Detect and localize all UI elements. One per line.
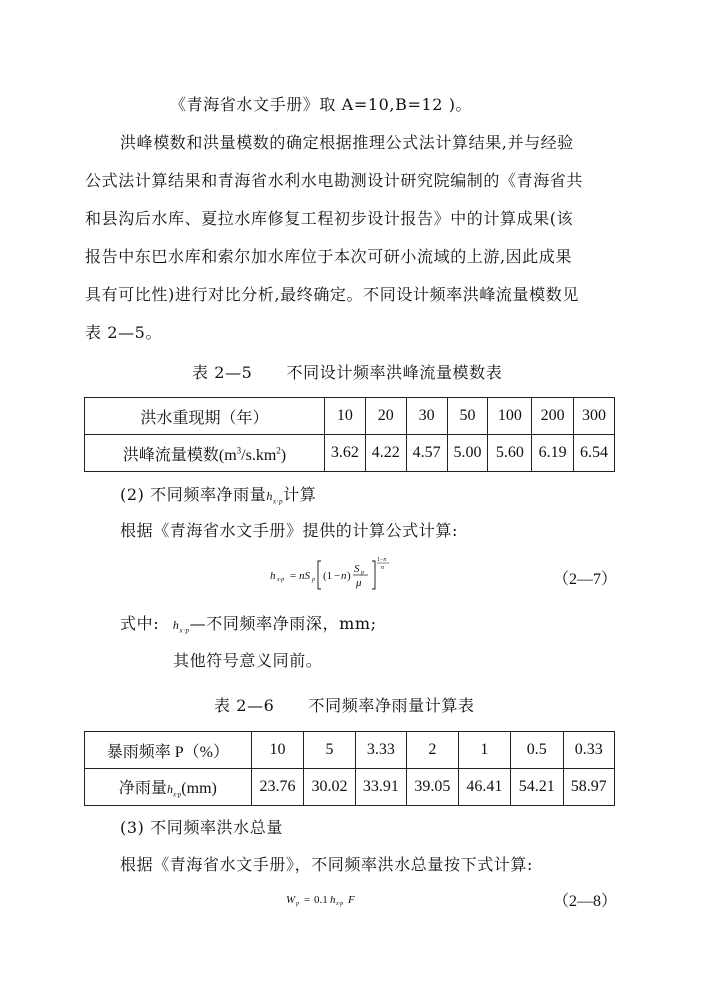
header-text: ) <box>280 446 287 464</box>
formula-2-8 <box>284 888 384 910</box>
table-caption: 表 2—6 不同频率净雨量计算表 <box>214 696 475 715</box>
table-header-cell <box>85 732 252 769</box>
table-cell: 54.21 <box>511 769 563 806</box>
table-cell: 200 <box>532 398 574 435</box>
table-cell: 46.41 <box>458 769 510 806</box>
svg-text:h: h <box>270 570 276 582</box>
svg-text:1−n: 1−n <box>377 557 387 563</box>
table-cell: 30.02 <box>304 769 355 806</box>
table-cell: 2 <box>407 732 458 769</box>
svg-text:F: F <box>348 894 355 906</box>
where-label: 式中: <box>120 614 160 633</box>
svg-text:x·p: x·p <box>336 901 344 907</box>
table-cell: 20 <box>365 398 406 435</box>
table-cell: 5.00 <box>447 435 488 472</box>
h-symbol: $h_{x\cdot p}$ <box>166 782 182 799</box>
table-header-cell <box>85 769 252 806</box>
table-cell: 3.62 <box>325 435 366 472</box>
svg-text:nS: nS <box>299 570 310 582</box>
paragraph-line: 具有可比性)进行对比分析,最终确定。不同设计频率洪峰流量模数见 <box>85 285 579 304</box>
table-cell: 6.19 <box>532 435 574 472</box>
heading-text: 计算 <box>283 485 317 504</box>
svg-text:p: p <box>361 570 364 576</box>
paragraph-line: 洪峰模数和洪量模数的确定根据推理公式法计算结果,并与经验 <box>120 133 574 152</box>
svg-text:h: h <box>330 894 336 906</box>
net-rainfall-table <box>84 731 615 806</box>
superscript: 2 <box>276 445 281 456</box>
table-cell: 30 <box>406 398 447 435</box>
table-row <box>85 435 615 472</box>
flood-modulus-table <box>84 397 615 472</box>
table-cell: 6.54 <box>574 435 615 472</box>
table-cell: 23.76 <box>251 769 303 806</box>
table-cell: 10 <box>325 398 366 435</box>
table-cell: 5.60 <box>488 435 532 472</box>
paragraph-line: 根据《青海省水文手册》，不同频率洪水总量按下式计算: <box>120 855 533 874</box>
svg-text:): ) <box>347 570 351 582</box>
h-symbol: $h_{x\cdot p}$ <box>266 489 284 506</box>
table-cell: 10 <box>251 732 303 769</box>
svg-text:n: n <box>381 565 384 571</box>
table-row <box>85 769 615 806</box>
equation-number: （2—7） <box>553 571 618 588</box>
formula-2-7 <box>268 552 418 596</box>
heading-text: (2) 不同频率净雨量 <box>120 485 267 504</box>
paragraph-line: 其他符号意义同前。 <box>173 651 323 670</box>
table-row <box>85 398 615 435</box>
h-symbol: $h_{x\cdot p}$ <box>172 618 190 635</box>
section-heading <box>120 482 316 505</box>
svg-text:p: p <box>312 577 315 583</box>
table-cell: 4.57 <box>406 435 447 472</box>
svg-text:p: p <box>296 901 299 907</box>
svg-text:=: = <box>290 570 297 582</box>
table-header-cell <box>85 398 325 435</box>
svg-text:−: − <box>334 570 341 582</box>
paragraph-line: 根据《青海省水文手册》提供的计算公式计算: <box>120 521 458 540</box>
paragraph-line: 表 2—5。 <box>85 323 163 342</box>
paragraph-line: 《青海省水文手册》取 A=10,B=12 )。 <box>170 95 473 114</box>
where-description: —不同频率净雨深，mm; <box>189 614 377 633</box>
header-text: /s.km <box>241 446 277 464</box>
paragraph-line: 和县沟后水库、夏拉水库修复工程初步设计报告》中的计算成果(该 <box>85 209 574 228</box>
table-cell: 4.22 <box>365 435 406 472</box>
paragraph-line: 报告中东巴水库和索尔加水库位于本次可研小流域的上游,因此成果 <box>85 247 573 266</box>
table-cell: 100 <box>488 398 532 435</box>
table-caption: 表 2—5 不同设计频率洪峰流量模数表 <box>192 363 503 382</box>
svg-text:0.1: 0.1 <box>314 894 328 906</box>
table-row <box>85 732 615 769</box>
svg-text:(1: (1 <box>323 570 333 582</box>
header-text: (mm) <box>181 780 217 798</box>
svg-text:n: n <box>341 570 347 582</box>
table-cell: 33.91 <box>355 769 406 806</box>
svg-text:=: = <box>304 894 311 906</box>
table-cell: 300 <box>574 398 615 435</box>
svg-text:x·p: x·p <box>277 577 285 583</box>
equation-number: （2—8） <box>553 893 618 910</box>
header-text: 洪水重现期（年） <box>140 409 269 427</box>
table-cell: 50 <box>447 398 488 435</box>
table-cell: 3.33 <box>355 732 406 769</box>
table-header-cell <box>85 435 325 472</box>
table-cell: 0.5 <box>511 732 563 769</box>
table-cell: 5 <box>304 732 355 769</box>
svg-text:S: S <box>354 563 360 575</box>
svg-text:μ: μ <box>356 577 362 589</box>
superscript: 3 <box>236 445 242 456</box>
table-cell: 0.33 <box>563 732 615 769</box>
where-line <box>120 611 377 634</box>
table-cell: 39.05 <box>407 769 458 806</box>
section-heading: (3) 不同频率洪水总量 <box>120 818 283 837</box>
table-cell: 1 <box>458 732 510 769</box>
formula-svg <box>284 888 384 910</box>
table-cell: 58.97 <box>563 769 615 806</box>
header-text: 暴雨频率 P（%） <box>106 743 229 761</box>
paragraph-line: 公式法计算结果和青海省水利水电勘测设计研究院编制的《青海省共 <box>85 171 584 190</box>
svg-text:W: W <box>286 894 296 906</box>
formula-svg <box>268 552 418 596</box>
header-text: 净雨量 <box>118 780 167 798</box>
header-text: 洪峰流量模数(m <box>122 446 237 464</box>
